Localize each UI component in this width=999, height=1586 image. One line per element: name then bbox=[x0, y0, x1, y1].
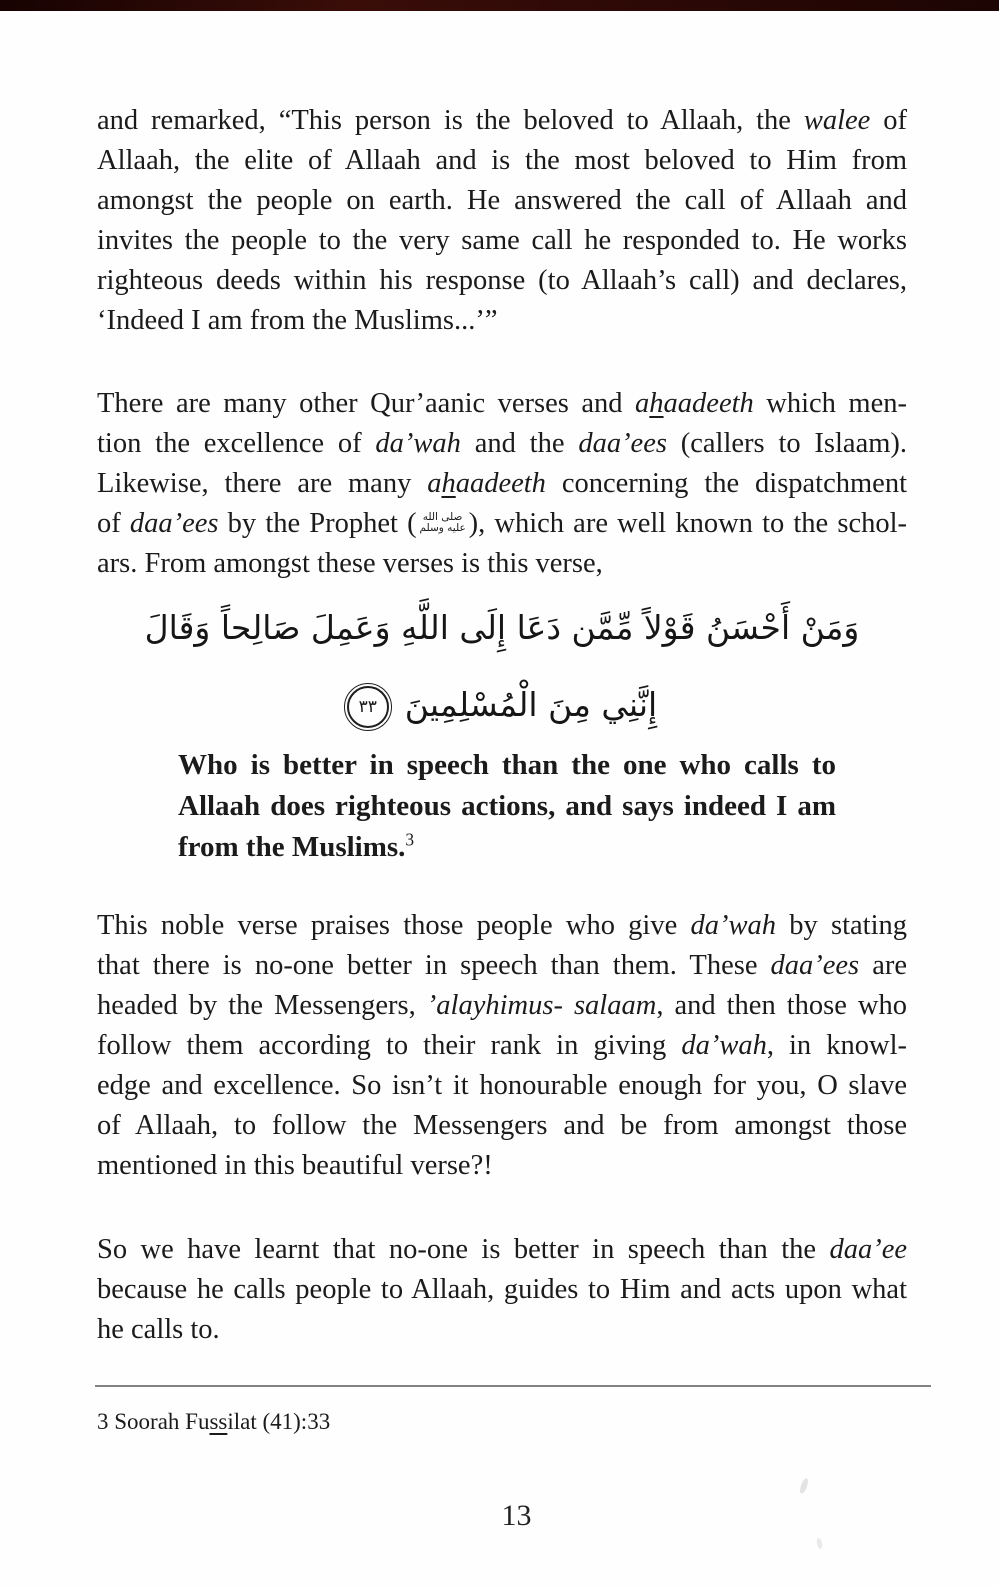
scan-speck bbox=[816, 1538, 823, 1550]
text-line: ‘Indeed I am from the Muslims...’” bbox=[97, 305, 498, 336]
text-line: mentioned in this beautiful verse?! bbox=[97, 1150, 493, 1181]
text-line: ars. From amongst these verses is this verse, bbox=[97, 548, 603, 579]
ayah-number-medallion: ٣٣ bbox=[347, 686, 389, 728]
paragraph-verse-explanation bbox=[97, 906, 907, 1186]
text-line: he calls to. bbox=[97, 1314, 220, 1345]
text-line: Allaah does righteous actions, and says indeed I am bbox=[178, 790, 836, 822]
text-line: 3 Soorah Fussilat (41):33 bbox=[97, 1409, 331, 1434]
page-number: 13 bbox=[501, 1499, 532, 1532]
arabic-verse-line-1: وَمَنْ أَحْسَنُ قَوْلاً مِّمَّن دَعَا إِلَى اللَّهِ وَعَمِلَ صَالِحاً وَقَالَ bbox=[144, 608, 860, 647]
text-line: There are many other Qur’aanic verses and ahaadeeth which men- bbox=[97, 388, 907, 419]
text-line: that there is no-one better in speech than them. These daa’ees are bbox=[97, 950, 907, 981]
footnote-divider bbox=[95, 1385, 931, 1387]
scan-speck bbox=[798, 1477, 809, 1494]
text-line: Allaah, the elite of Allaah and is the most beloved to Him from bbox=[97, 145, 907, 176]
text-line: of Allaah, to follow the Messengers and be from amongst those bbox=[97, 1110, 907, 1141]
text-line: follow them according to their rank in giving da’wah, in knowl- bbox=[97, 1030, 907, 1061]
text-line: because he calls people to Allaah, guides to Him and acts upon what bbox=[97, 1274, 907, 1305]
text-line: headed by the Messengers, ’alayhimus- salaam, and then those who bbox=[97, 990, 907, 1021]
arabic-verse-line-2: إِنَّنِي مِنَ الْمُسْلِمِينَ٣٣ bbox=[97, 666, 907, 744]
arabic-verse bbox=[97, 590, 907, 744]
prophet-salutation-symbol: صلى الله عليه وسلم bbox=[419, 510, 466, 535]
paragraph-hadith-quote bbox=[97, 101, 907, 341]
text-line: from the Muslims.$^3$ bbox=[178, 829, 415, 863]
paragraph-verses-intro bbox=[97, 384, 907, 584]
text-line: tion the excellence of da’wah and the daa’ees (callers to Islaam). bbox=[97, 428, 907, 459]
text-line: righteous deeds within his response (to Allaah’s call) and declares, bbox=[97, 265, 907, 296]
text-line: This noble verse praises those people who give da’wah by stating bbox=[97, 910, 907, 941]
verse-translation bbox=[178, 745, 836, 868]
text-line: amongst the people on earth. He answered the call of Allaah and bbox=[97, 185, 907, 216]
footnote bbox=[97, 1406, 330, 1438]
scan-edge-artifact bbox=[0, 0, 999, 11]
text-line: edge and excellence. So isn’t it honourable enough for you, O slave bbox=[97, 1070, 907, 1101]
text-line: and remarked, “This person is the beloved to Allaah, the walee of bbox=[97, 105, 907, 136]
text-line: of daa’ees by the Prophet ( صلى الله عليه وسلم ), which are well known to the schol- bbox=[97, 508, 907, 539]
text-line: Likewise, there are many ahaadeeth concerning the dispatchment bbox=[97, 468, 907, 499]
text-line: So we have learnt that no-one is better in speech than the daa’ee bbox=[97, 1234, 907, 1265]
text-line: Who is better in speech than the one who calls to bbox=[178, 749, 836, 781]
text-line: invites the people to the very same call he responded to. He works bbox=[97, 225, 907, 256]
paragraph-conclusion bbox=[97, 1230, 907, 1350]
